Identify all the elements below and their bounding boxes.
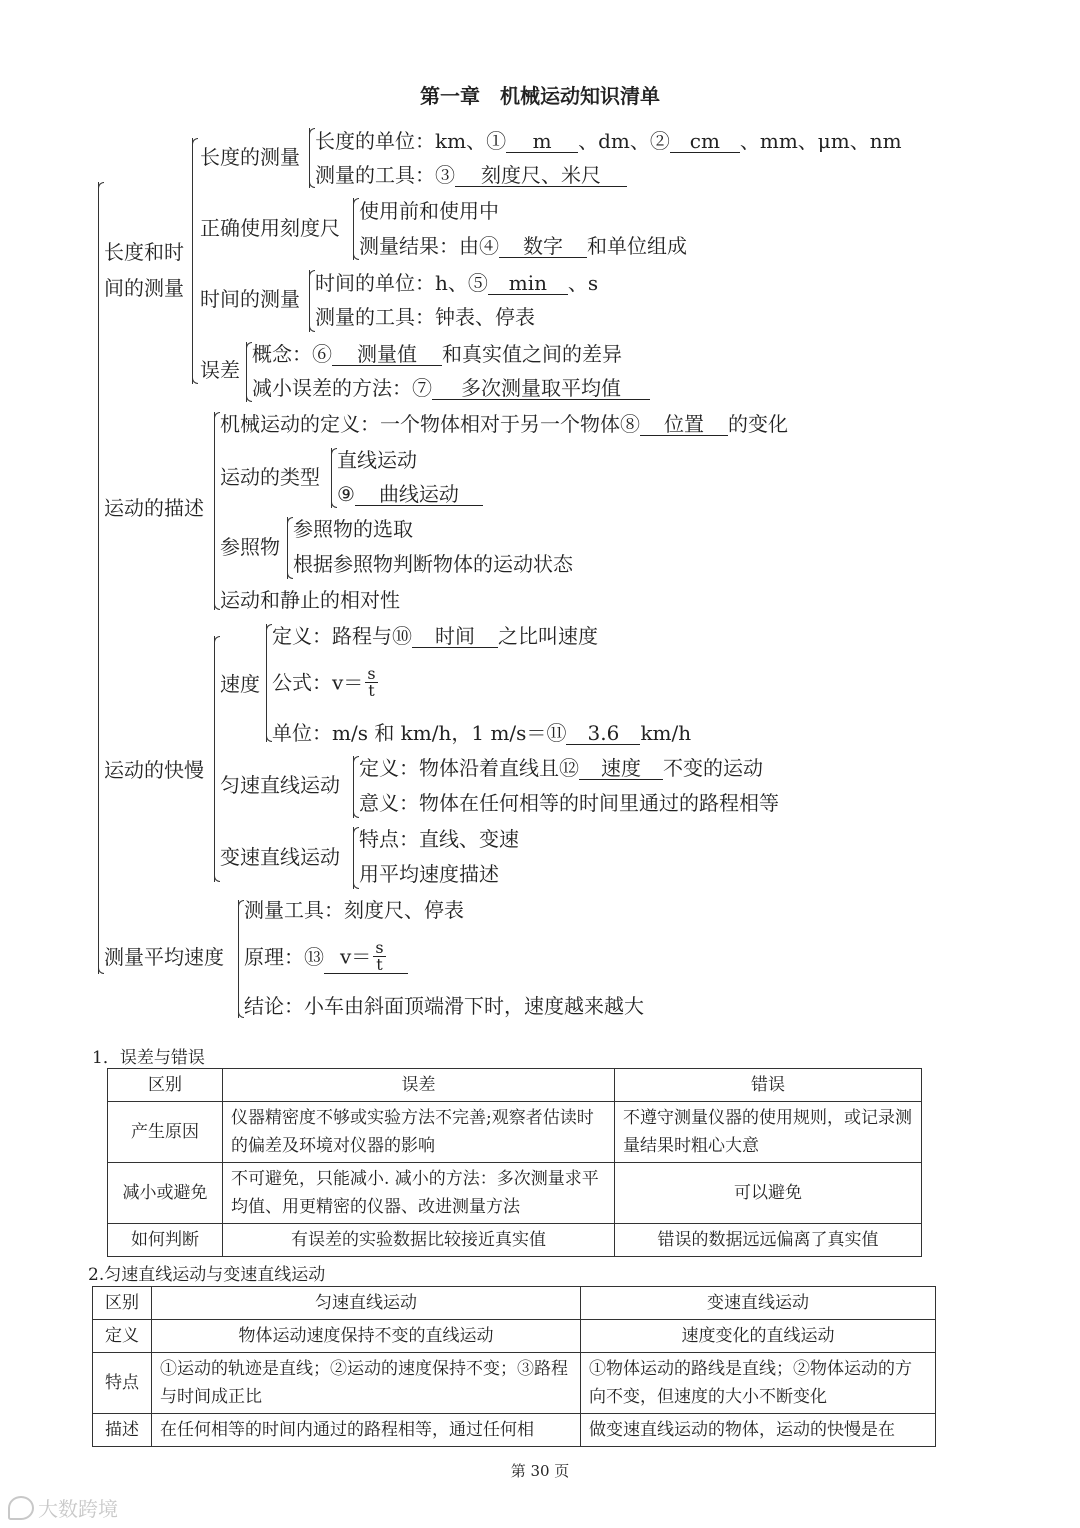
ruler-use-label: 正确使用刻度尺	[200, 216, 340, 240]
answer-1: m	[506, 130, 578, 153]
mech-motion-def-line	[220, 412, 788, 436]
table-row	[108, 1102, 922, 1163]
reference-item-2: 根据参照物判断物体的运动状态	[293, 552, 573, 576]
motion-types-brace	[331, 448, 332, 508]
table-cell: 速度变化的直线运动	[581, 1320, 936, 1353]
ruler-brace	[353, 198, 354, 260]
avg-speed-principle-line	[244, 940, 408, 974]
uniform-motion-label: 匀速直线运动	[220, 773, 340, 797]
error-concept-suffix: 和真实值之间的差异	[442, 342, 622, 366]
length-unit-mid: 、dm、②	[578, 129, 670, 153]
table-cell: 描述	[93, 1414, 152, 1447]
motion-type-1: 直线运动	[337, 448, 417, 472]
table-cell: 做变速直线运动的物体，运动的快慢是在	[581, 1414, 936, 1447]
motion-types-label: 运动的类型	[220, 465, 320, 489]
speed-unit-line	[272, 721, 691, 745]
answer-3: 刻度尺、米尺	[455, 164, 627, 187]
table-header-cell: 区别	[93, 1287, 152, 1320]
time-unit-prefix: 时间的单位：h、⑤	[315, 271, 488, 295]
uniform-brace	[353, 756, 354, 818]
speed-def-suffix: 之比叫速度	[498, 624, 598, 648]
uniform-vs-variable-table	[92, 1286, 936, 1447]
answer-13-text: v＝	[340, 944, 372, 969]
speed-def-prefix: 定义：路程与⑩	[272, 624, 412, 648]
table-header-cell: 错误	[615, 1069, 922, 1102]
mech-def-suffix: 的变化	[728, 412, 788, 436]
speed-unit-suffix: km/h	[640, 721, 692, 745]
branch-3-brace	[214, 636, 215, 882]
reference-brace	[287, 517, 288, 579]
speed-label: 速度	[220, 672, 260, 696]
length-tool-line	[315, 163, 627, 187]
reference-item-1: 参照物的选取	[293, 517, 413, 541]
avg-speed-conclusion-line: 结论：小车由斜面顶端滑下时，速度越来越大	[244, 994, 644, 1018]
avg-speed-tools-line: 测量工具：刻度尺、停表	[244, 898, 464, 922]
ruler-result-suffix: 和单位组成	[587, 234, 687, 258]
answer-7: 多次测量取平均值	[432, 377, 650, 400]
mech-def-prefix: 机械运动的定义：一个物体相对于另一个物体⑧	[220, 412, 640, 436]
error-concept-prefix: 概念：⑥	[252, 342, 332, 366]
length-tool-prefix: 测量的工具：③	[315, 163, 455, 187]
time-unit-line	[315, 271, 598, 295]
motion-type-2-line	[337, 482, 483, 506]
page-title: 第一章 机械运动知识清单	[420, 84, 660, 108]
time-tool-line: 测量的工具：钟表、停表	[315, 305, 535, 329]
table-1-heading: 1．误差与错误	[92, 1048, 205, 1068]
length-measure-brace	[309, 128, 310, 188]
variable-desc-line: 用平均速度描述	[359, 862, 499, 886]
table-header-row	[108, 1069, 922, 1102]
branch-1-brace	[192, 138, 193, 384]
table-cell: 减小或避免	[108, 1163, 223, 1224]
branch-2-brace	[214, 412, 215, 610]
answer-11: 3.6	[566, 722, 640, 745]
error-concept-line	[252, 342, 622, 366]
answer-6: 测量值	[332, 343, 442, 366]
answer-9: 曲线运动	[355, 483, 483, 506]
speed-formula-fraction	[365, 666, 377, 699]
ruler-result-line	[359, 234, 687, 258]
answer-5: min	[488, 272, 568, 295]
page-number: 第 30 页	[510, 1462, 570, 1480]
table-2-heading: 2.匀速直线运动与变速直线运动	[88, 1265, 326, 1285]
table-cell: 如何判断	[108, 1224, 223, 1257]
table-row	[108, 1224, 922, 1257]
table-cell: 定义	[93, 1320, 152, 1353]
reference-label: 参照物	[220, 535, 280, 559]
answer-12: 速度	[579, 757, 663, 780]
table-header-cell: 匀速直线运动	[152, 1287, 581, 1320]
principle-fraction	[373, 940, 385, 973]
ruler-item-1: 使用前和使用中	[359, 199, 499, 223]
table-row	[93, 1353, 936, 1414]
speed-brace	[266, 624, 267, 742]
speed-formula-line	[272, 666, 378, 699]
table-cell: 错误的数据远远偏离了真实值	[615, 1224, 922, 1257]
variable-motion-label: 变速直线运动	[220, 845, 340, 869]
answer-12-mark: ⑫	[559, 756, 579, 780]
answer-13-mark: ⑬	[304, 945, 324, 969]
error-label: 误差	[200, 358, 240, 382]
ruler-result-prefix: 测量结果：由④	[359, 234, 499, 258]
speed-unit-prefix: 单位：m/s 和 km/h，1 m/s＝	[272, 721, 547, 745]
error-reduce-prefix: 减小误差的方法：⑦	[252, 376, 432, 400]
length-unit-suffix: 、mm、μm、nm	[739, 129, 902, 153]
root-brace	[98, 182, 99, 974]
error-reduce-line	[252, 376, 650, 400]
watermark-logo-icon	[8, 1496, 34, 1520]
table-header-row	[93, 1287, 936, 1320]
answer-10: 时间	[412, 625, 498, 648]
table-row	[93, 1414, 936, 1447]
uniform-def-line	[359, 756, 763, 780]
principle-numerator: s	[375, 938, 384, 957]
motion-type-2-prefix: ⑨	[337, 482, 355, 506]
formula-denominator: t	[368, 681, 375, 700]
answer-4: 数字	[499, 235, 587, 258]
error-vs-mistake-table	[107, 1068, 922, 1257]
table-cell: 有误差的实验数据比较接近真实值	[223, 1224, 615, 1257]
time-unit-suffix: 、s	[567, 271, 599, 295]
table-cell: 在任何相等的时间内通过的路程相等，通过任何相	[152, 1414, 581, 1447]
branch-1-label-line2: 间的测量	[104, 276, 184, 300]
error-brace	[246, 342, 247, 402]
relativity-line: 运动和静止的相对性	[220, 588, 400, 612]
length-measure-label: 长度的测量	[200, 145, 300, 169]
length-unit-line	[315, 129, 902, 153]
watermark-text: 大数跨境	[38, 1497, 118, 1521]
table-header-cell: 变速直线运动	[581, 1287, 936, 1320]
principle-denominator: t	[376, 955, 383, 974]
table-cell: 不遵守测量仪器的使用规则，或记录测量结果时粗心大意	[615, 1102, 922, 1163]
table-cell: ①物体运动的路线是直线；②物体运动的方向不变，但速度的大小不断变化	[581, 1353, 936, 1414]
table-cell: 不可避免，只能减小. 减小的方法：多次测量求平均值、用更精密的仪器、改进测量方法	[223, 1163, 615, 1224]
answer-8: 位置	[640, 413, 728, 436]
table-header-cell: 误差	[223, 1069, 615, 1102]
table-cell: ①运动的轨迹是直线；②运动的速度保持不变；③路程与时间成正比	[152, 1353, 581, 1414]
table-header-cell: 区别	[108, 1069, 223, 1102]
table-cell: 可以避免	[615, 1163, 922, 1224]
table-cell: 产生原因	[108, 1102, 223, 1163]
uniform-def-prefix: 定义：物体沿着直线且	[359, 756, 559, 780]
branch-3-label: 运动的快慢	[104, 758, 204, 782]
table-row	[93, 1320, 936, 1353]
table-cell: 仪器精密度不够或实验方法不完善;观察者估读时的偏差及环境对仪器的影响	[223, 1102, 615, 1163]
time-measure-label: 时间的测量	[200, 287, 300, 311]
branch-1-label-line1: 长度和时	[104, 240, 184, 264]
table-row	[108, 1163, 922, 1224]
speed-def-line	[272, 624, 598, 648]
answer-2: cm	[670, 130, 740, 153]
branch-2-label: 运动的描述	[104, 496, 204, 520]
answer-13	[324, 940, 408, 974]
uniform-meaning-line: 意义：物体在任何相等的时间里通过的路程相等	[359, 791, 779, 815]
speed-formula-prefix: 公式：v＝	[272, 670, 364, 695]
time-brace	[309, 270, 310, 332]
table-cell: 物体运动速度保持不变的直线运动	[152, 1320, 581, 1353]
branch-4-brace	[238, 900, 239, 1018]
table-cell: 特点	[93, 1353, 152, 1414]
length-unit-prefix: 长度的单位：km、①	[315, 129, 507, 153]
branch-4-label: 测量平均速度	[104, 945, 224, 969]
watermark	[8, 1493, 118, 1522]
uniform-def-suffix: 不变的运动	[663, 756, 763, 780]
variable-feature-line: 特点：直线、变速	[359, 827, 519, 851]
variable-brace	[353, 827, 354, 889]
answer-11-mark: ⑪	[546, 721, 567, 745]
principle-prefix: 原理：	[244, 945, 304, 969]
formula-numerator: s	[367, 664, 376, 683]
